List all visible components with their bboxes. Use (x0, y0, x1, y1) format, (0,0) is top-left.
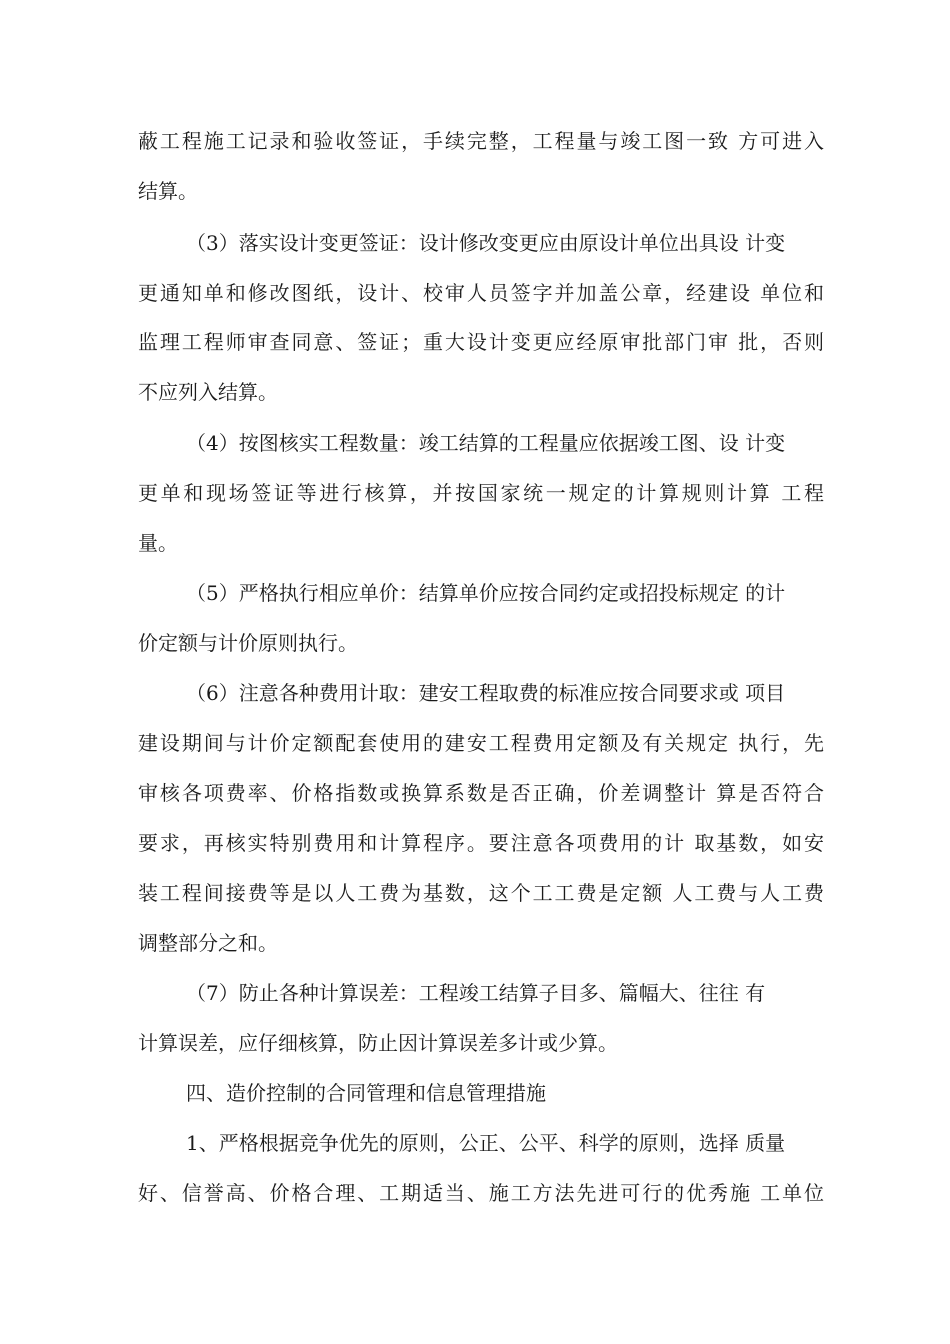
item-1-heading-line: 1、严格根据竞争优先的原则，公正、公平、科学的原则，选择 质量 (186, 1131, 786, 1155)
text-line: 建设期间与计价定额配套使用的建安工程费用定额及有关规定 执行，先 (138, 731, 824, 755)
text-line: 量。 (138, 531, 178, 555)
text-line: 结算。 (138, 179, 198, 203)
paragraph-6-heading-line: （6）注意各种费用计取：建安工程取费的标准应按合同要求或 项目 (186, 681, 786, 705)
text-line: 要求，再核实特别费用和计算程序。要注意各项费用的计 取基数，如安 (138, 831, 824, 855)
text-line: 审核各项费率、价格指数或换算系数是否正确，价差调整计 算是否符合 (138, 781, 824, 805)
text-line: 监理工程师审查同意、签证；重大设计变更应经原审批部门审 批，否则 (138, 330, 824, 354)
section-heading: 四、造价控制的合同管理和信息管理措施 (186, 1081, 546, 1105)
paragraph-7-heading-line: （7）防止各种计算误差：工程竣工结算子目多、篇幅大、往往 有 (186, 981, 766, 1005)
text-line: 更通知单和修改图纸，设计、校审人员签字并加盖公章，经建设 单位和 (138, 281, 824, 305)
paragraph-5-heading-line: （5）严格执行相应单价：结算单价应按合同约定或招投标规定 的计 (186, 581, 786, 605)
text-line: 价定额与计价原则执行。 (138, 631, 358, 655)
text-line: 计算误差，应仔细核算，防止因计算误差多计或少算。 (138, 1031, 618, 1055)
text-line: 好、信誉高、价格合理、工期适当、施工方法先进可行的优秀施 工单位 (138, 1181, 824, 1205)
text-line: 调整部分之和。 (138, 931, 278, 955)
text-line: 更单和现场签证等进行核算，并按国家统一规定的计算规则计算 工程 (138, 481, 824, 505)
paragraph-4-heading-line: （4）按图核实工程数量：竣工结算的工程量应依据竣工图、设 计变 (186, 431, 786, 455)
text-line: 蔽工程施工记录和验收签证，手续完整，工程量与竣工图一致 方可进入 (138, 129, 824, 153)
paragraph-3-heading-line: （3）落实设计变更签证：设计修改变更应由原设计单位出具设 计变 (186, 231, 786, 255)
text-line: 装工程间接费等是以人工费为基数，这个工工费是定额 人工费与人工费 (138, 881, 824, 905)
text-line: 不应列入结算。 (138, 380, 278, 404)
